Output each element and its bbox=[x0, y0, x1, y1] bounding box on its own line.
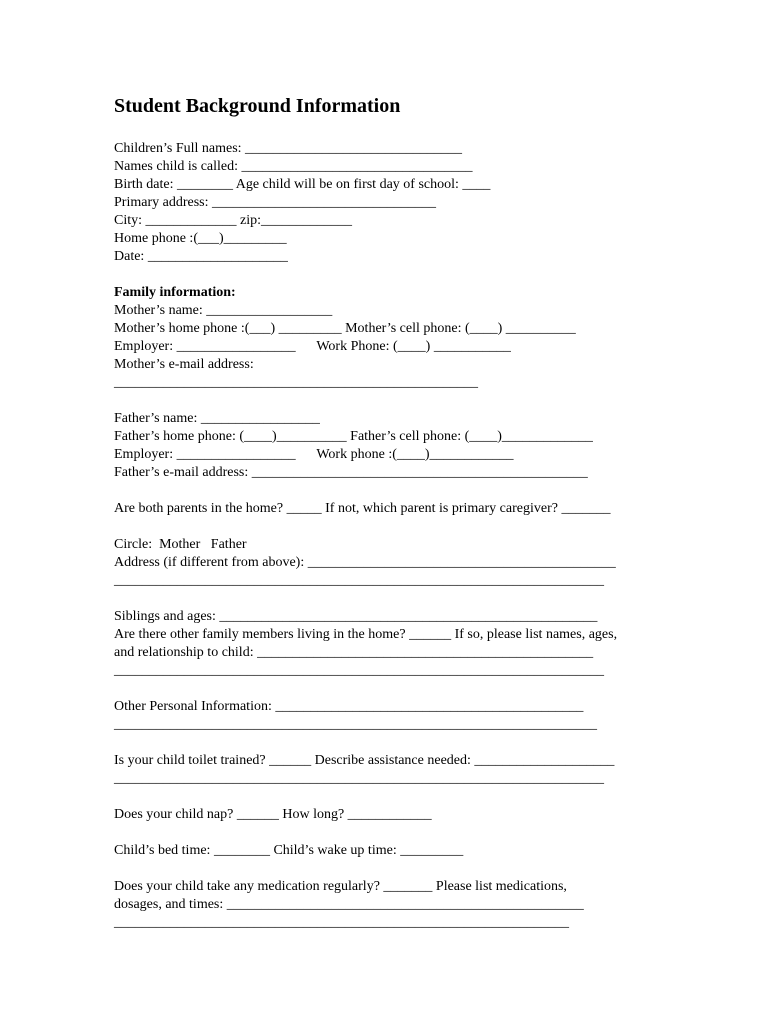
home-phone-field[interactable]: Home phone :(___)_________ bbox=[114, 231, 287, 246]
father-name-field[interactable]: Father’s name: _________________ bbox=[114, 411, 320, 426]
called-name-field[interactable]: Names child is called: _________________________________ bbox=[114, 159, 473, 174]
mother-email-field[interactable]: ____________________________________________________ bbox=[114, 375, 478, 390]
circle-parent-field[interactable]: Circle: Mother Father bbox=[114, 537, 247, 552]
personal-info-field[interactable]: Other Personal Information: ____________________________________________ bbox=[114, 699, 584, 714]
mother-employer-field[interactable]: Employer: _________________ Work Phone: (____) ___________ bbox=[114, 339, 511, 354]
mother-phones-field[interactable]: Mother’s home phone :(___) _________ Mother’s cell phone: (____) __________ bbox=[114, 321, 576, 336]
student-section bbox=[114, 140, 674, 266]
relationship-line-2[interactable]: ______________________________________________________________________ bbox=[114, 663, 604, 678]
family-heading: Family information: bbox=[114, 285, 236, 300]
dosages-line-2[interactable]: _________________________________________________________________ bbox=[114, 915, 569, 930]
city-zip-field[interactable]: City: _____________ zip:_____________ bbox=[114, 213, 352, 228]
birth-date-field[interactable]: Birth date: ________ Age child will be on first day of school: ____ bbox=[114, 177, 491, 192]
father-section bbox=[114, 410, 674, 482]
other-address-field[interactable]: Address (if different from above): ____________________________________________ bbox=[114, 555, 616, 570]
personal-section bbox=[114, 698, 674, 734]
bedtime-field[interactable]: Child’s bed time: ________ Child’s wake up time: _________ bbox=[114, 843, 464, 858]
father-email-field[interactable]: Father’s e-mail address: ________________________________________________ bbox=[114, 465, 588, 480]
medication-field[interactable]: Does your child take any medication regularly? _______ Please list medications, bbox=[114, 879, 567, 894]
form-content bbox=[114, 94, 674, 932]
full-names-field[interactable]: Children’s Full names: _______________________________ bbox=[114, 141, 463, 156]
siblings-section bbox=[114, 608, 674, 680]
mother-name-field[interactable]: Mother’s name: __________________ bbox=[114, 303, 333, 318]
personal-info-line-2[interactable]: _____________________________________________________________________ bbox=[114, 717, 597, 732]
relationship-field[interactable]: and relationship to child: ________________________________________________ bbox=[114, 645, 594, 660]
toilet-trained-field[interactable]: Is your child toilet trained? ______ Describe assistance needed: ____________________ bbox=[114, 753, 615, 768]
toilet-section bbox=[114, 752, 674, 788]
siblings-field[interactable]: Siblings and ages: ______________________________________________________ bbox=[114, 609, 598, 624]
primary-address-field[interactable]: Primary address: ________________________________ bbox=[114, 195, 436, 210]
dosages-field[interactable]: dosages, and times: ___________________________________________________ bbox=[114, 897, 584, 912]
nap-field[interactable]: Does your child nap? ______ How long? ____________ bbox=[114, 807, 432, 822]
mother-email-label: Mother’s e-mail address: bbox=[114, 357, 254, 372]
circle-section bbox=[114, 536, 674, 590]
other-address-line-2[interactable]: ______________________________________________________________________ bbox=[114, 573, 604, 588]
assistance-line-2[interactable]: ______________________________________________________________________ bbox=[114, 771, 604, 786]
page-title: Student Background Information bbox=[114, 95, 401, 117]
other-family-field[interactable]: Are there other family members living in the home? ______ If so, please list names, ages, bbox=[114, 627, 618, 642]
date-field[interactable]: Date: ____________________ bbox=[114, 249, 288, 264]
parents-home-field[interactable]: Are both parents in the home? _____ If not, which parent is primary caregiver? _______ bbox=[114, 501, 611, 516]
father-employer-field[interactable]: Employer: _________________ Work phone :(____)____________ bbox=[114, 447, 514, 462]
father-phones-field[interactable]: Father’s home phone: (____)__________ Father’s cell phone: (____)_____________ bbox=[114, 429, 593, 444]
family-section bbox=[114, 284, 674, 392]
medication-section bbox=[114, 878, 674, 932]
